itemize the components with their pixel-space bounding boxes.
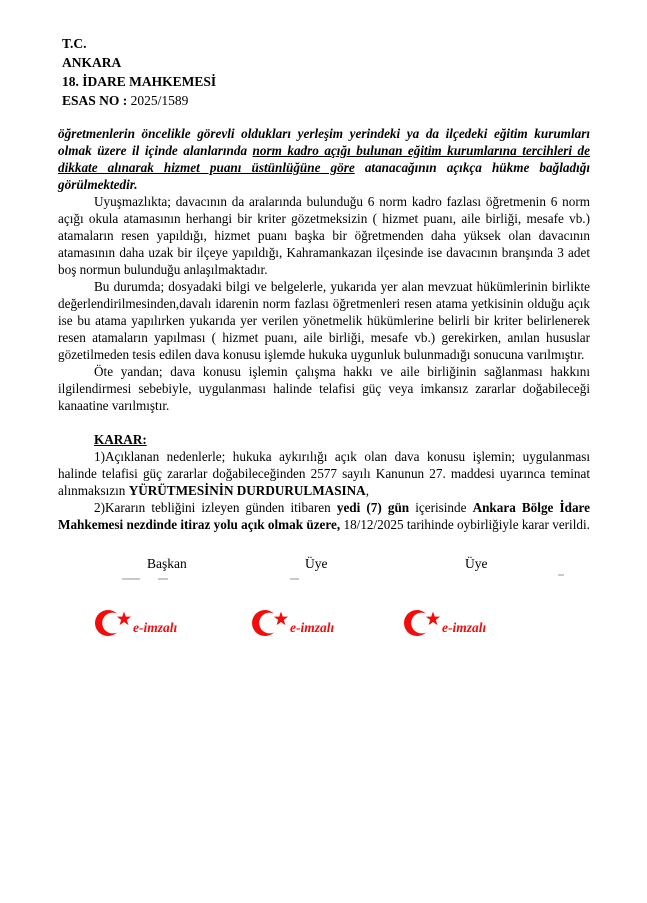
e-signed-label: e-imzalı (290, 619, 335, 635)
paragraph-harm: Öte yandan; dava konusu işlemin çalışma hakkı ve aile birliğinin sağlanması hakkını ilgilendirmesi sebebiyle, uygulanması halinde telafisi güç veya imkansız zararlar doğabileceği kanaatine varılmıştır. (58, 364, 590, 413)
signature-role-member-1: Üye (305, 556, 328, 571)
decision-item-2-mid: içerisinde (409, 500, 473, 515)
quote-segment-underlined: norm kadro açığı bulunan eğitim kurumlarına tercihleri de dikkate alınarak hizmet puanı üstünlüğüne göre (58, 143, 590, 175)
quote-segment-3: atanacağının açıkça hükme bağladığı görülmektedir. (58, 160, 590, 192)
case-number-label: ESAS NO : (62, 93, 128, 108)
e-signed-label: e-imzalı (133, 619, 178, 635)
e-signature-stamp (252, 604, 334, 640)
e-signed-label: e-imzalı (442, 619, 487, 635)
signature-role-member-2: Üye (465, 556, 488, 571)
case-number-value: 2025/1589 (130, 93, 189, 108)
quoted-regulation-paragraph (58, 125, 590, 193)
decision-item-2-post: 18/12/2025 tarihinde oybirliğiyle karar verildi. (340, 517, 590, 532)
decision-item-2 (58, 499, 590, 533)
e-signature-stamp (95, 604, 177, 640)
crescent-star-icon (95, 604, 135, 640)
document-body (58, 125, 590, 533)
quote-segment-1: öğretmenlerin öncelikle görevli oldukları yerleşim yerindeki ya da ilçedeki eğitim kurumları olmak üzere il içinde alanlarında (58, 126, 590, 158)
header-court-name: 18. İDARE MAHKEMESİ (62, 74, 217, 89)
redaction-artifact (290, 578, 299, 580)
spacer (58, 414, 590, 431)
decision-item-2-bold-days: yedi (7) gün (336, 500, 410, 515)
document-header (62, 0, 647, 110)
decision-heading: KARAR: (94, 432, 147, 447)
decision-item-2-pre: 2)Kararın tebliğini izleyen günden itibaren (94, 500, 337, 515)
paragraph-dispute: Uyuşmazlıkta; davacının da aralarında bulunduğu 6 norm kadro fazlası öğretmenin 6 norm açığı okula atamasının herhangi bir kriter gözetmeksizin ( hizmet puanı, aile birliği, mesafe vb.) atamaların resen yapıldığı, hizmet puanı başka bir öğretmenden daha yüksek olan davacının atamasının daha uzak bir ilçeye yapıldığı, Kahramankazan ilçesinde ise davacının branşında 3 adet boş normun bulunduğu anlaşılmaktadır. (58, 194, 590, 277)
decision-heading-line (58, 431, 590, 448)
redaction-artifact (158, 578, 168, 580)
header-tc: T.C. (62, 36, 87, 51)
decision-item-1 (58, 448, 590, 499)
signature-role-president: Başkan (147, 556, 187, 571)
redaction-artifact (558, 574, 564, 576)
header-city: ANKARA (62, 55, 122, 70)
decision-item-1-post: , (365, 483, 370, 498)
paragraph-assessment: Bu durumda; dosyadaki bilgi ve belgelerle, yukarıda yer alan mevzuat hükümlerinin birlikte değerlendirilmesinden,davalı idarenin norm fazlası öğretmenleri resen atama yetkisinin olduğu açık ise bu atama yapılırken yukarıda yer verilen yönetmelik hükümlerine belirli bir kriter belirlenerek resen atamaların yapılması ( hizmet puanı, aile birliği, mesafe vb.) gerekirken, anılan hususlar gözetilmeden tesis edilen dava konusu işlemde hukuka uygunluk bulunmadığı sonucuna varılmıştır. (58, 279, 590, 362)
crescent-star-icon (404, 604, 444, 640)
crescent-star-icon (252, 604, 292, 640)
e-signature-stamp (404, 604, 486, 640)
decision-item-2-bold-appeal: Ankara Bölge İdare Mahkemesi nezdinde itiraz yolu açık olmak üzere, (58, 500, 591, 532)
decision-item-1-text: 1)Açıklanan nedenlerle; hukuka aykırılığı açık olan dava konusu işlemin; uygulanması halinde telafisi güç zararlar doğabileceğinden 2577 sayılı Kanunun 27. maddesi uyarınca teminat alınmaksızın (58, 449, 590, 498)
redaction-artifact (122, 578, 140, 580)
case-number-line (62, 91, 647, 110)
decision-item-1-bold: YÜRÜTMESİNİN DURDURULMASINA (128, 483, 366, 498)
